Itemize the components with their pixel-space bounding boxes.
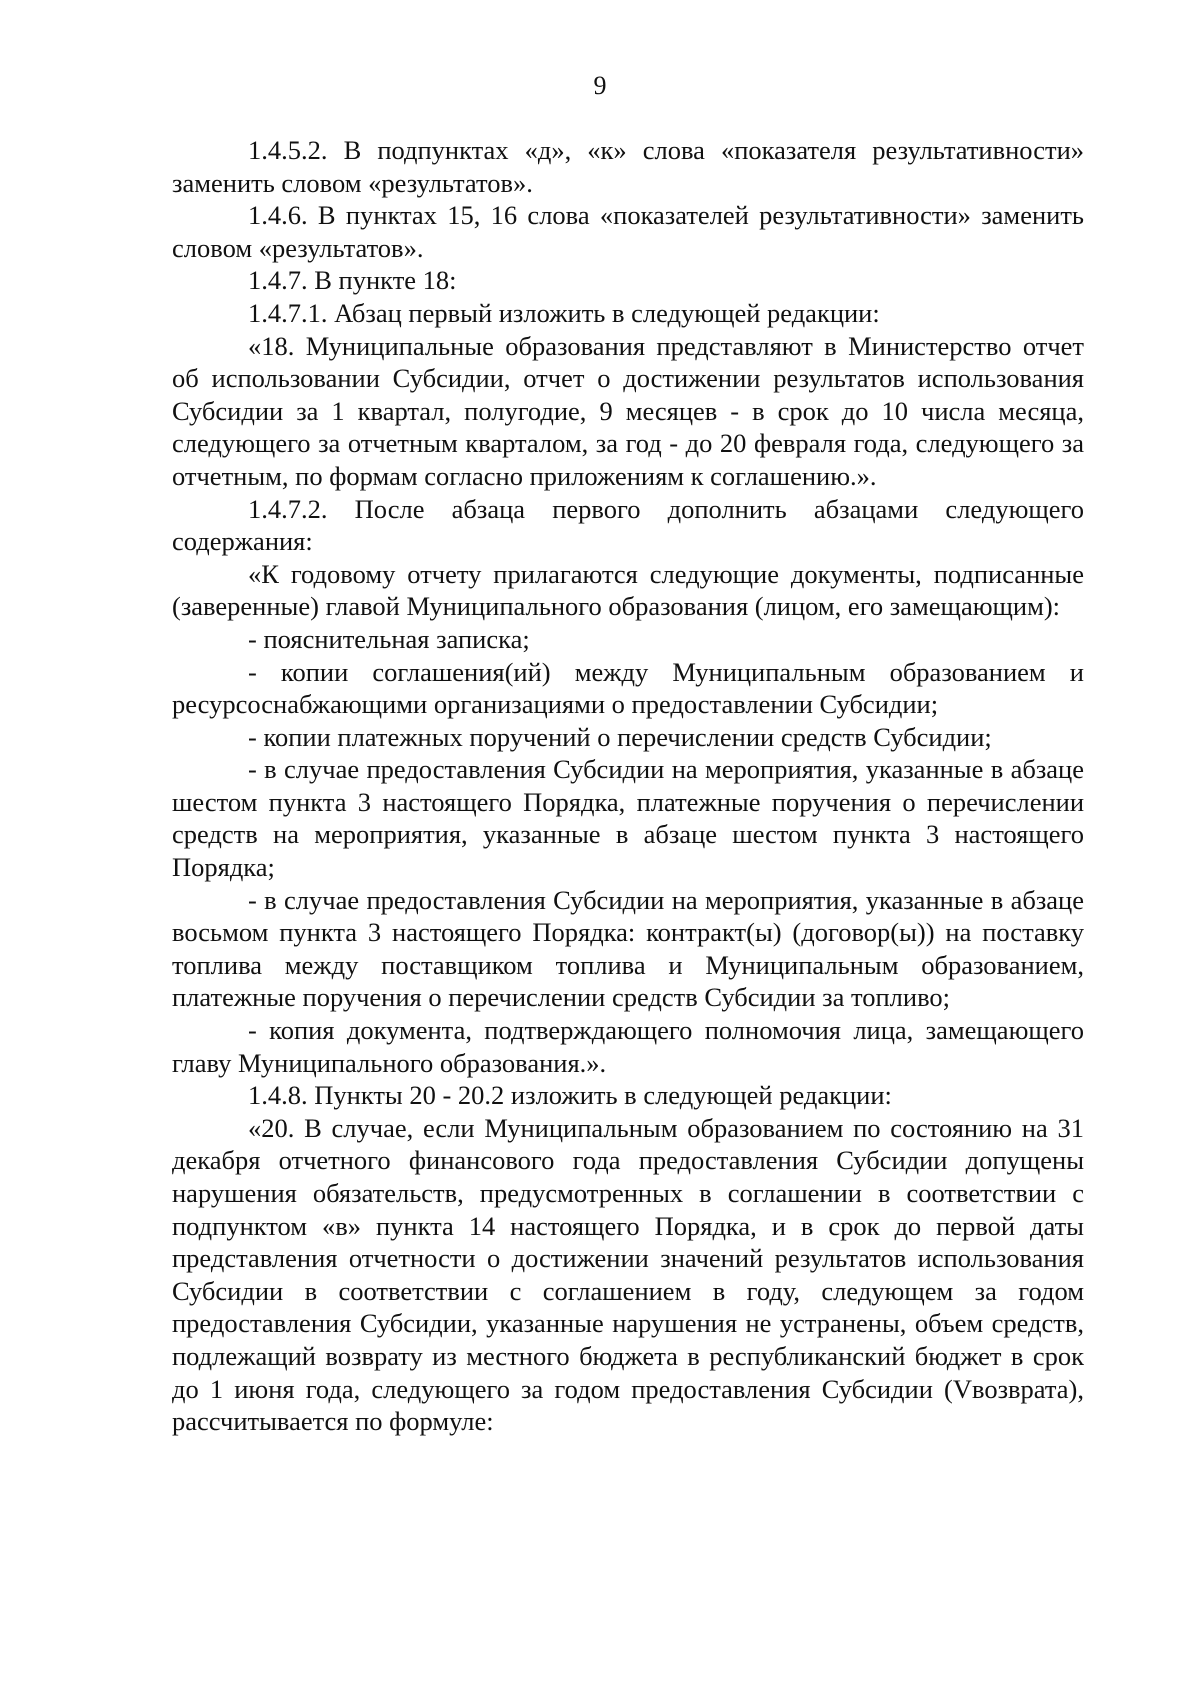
paragraph-annual-report: «К годовому отчету прилагаются следующие документы, подписанные (заверенные) главой Муниципального образования (лицом, его замещающим): [172,558,1084,622]
paragraph-1-4-6: 1.4.6. В пунктах 15, 16 слова «показателей результативности» заменить словом «результатов». [172,200,1084,263]
list-item: - в случае предоставления Субсидии на мероприятия, указанные в абзаце восьмом пункта 3 настоящего Порядка: контракт(ы) (договор(ы)) на поставку топлива между поставщиком топлива и Муниципальным образованием, платежные поручения о перечислении средств Субсидии за топливо; [172,884,1084,1013]
list-item: - пояснительная записка; [248,623,530,654]
paragraph-point-20: «20. В случае, если Муниципальным образованием по состоянию на 31 декабря отчетного финансового года предоставления Субсидии допущены нарушения обязательств, предусмотренных в соглашении в соответствии с подпунктом «в» пункта 14 настоящего Порядка, и в срок до первой даты представления отчетности о достижении значений результатов использования Субсидии в соответствии с соглашением в году, следующем за годом предоставления Субсидии, указанные нарушения не устранены, объем средств, подлежащий возврату из местного бюджета в республиканский бюджет в срок до 1 июня года, следующего за годом предоставления Субсидии (Vвозврата), рассчитывается по формуле: [172,1112,1084,1437]
document-body [172,134,1084,1438]
page-number: 9 [593,71,607,100]
list-item: - копии соглашения(ий) между Муниципальным образованием и ресурсоснабжающими организациями о предоставлении Субсидии; [172,656,1084,720]
paragraph-1-4-5-2: 1.4.5.2. В подпунктах «д», «к» слова «показателя результативности» заменить словом «результатов». [172,135,1084,198]
paragraph-1-4-7: 1.4.7. В пункте 18: [248,265,457,296]
paragraph-point-18: «18. Муниципальные образования представляют в Министерство отчет об использовании Субсидии, отчет о достижении результатов использования Субсидии за 1 квартал, полугодие, 9 месяцев - в срок до 10 числа месяца, следующего за отчетным кварталом, за год - до 20 февраля года, следующего за отчетным, по формам согласно приложениям к соглашению.». [172,330,1084,491]
list-item: - в случае предоставления Субсидии на мероприятия, указанные в абзаце шестом пункта 3 настоящего Порядка, платежные поручения о перечислении средств на мероприятия, указанные в абзаце шестом пункта 3 настоящего Порядка; [172,754,1084,883]
paragraph-1-4-7-2: 1.4.7.2. После абзаца первого дополнить абзацами следующего содержания: [172,493,1084,557]
list-item: - копии платежных поручений о перечислении средств Субсидии; [248,721,992,752]
paragraph-1-4-8: 1.4.8. Пункты 20 - 20.2 изложить в следующей редакции: [248,1080,892,1111]
list-item: - копия документа, подтверждающего полномочия лица, замещающего главу Муниципального образования.». [172,1015,1084,1078]
paragraph-1-4-7-1: 1.4.7.1. Абзац первый изложить в следующей редакции: [248,297,880,328]
